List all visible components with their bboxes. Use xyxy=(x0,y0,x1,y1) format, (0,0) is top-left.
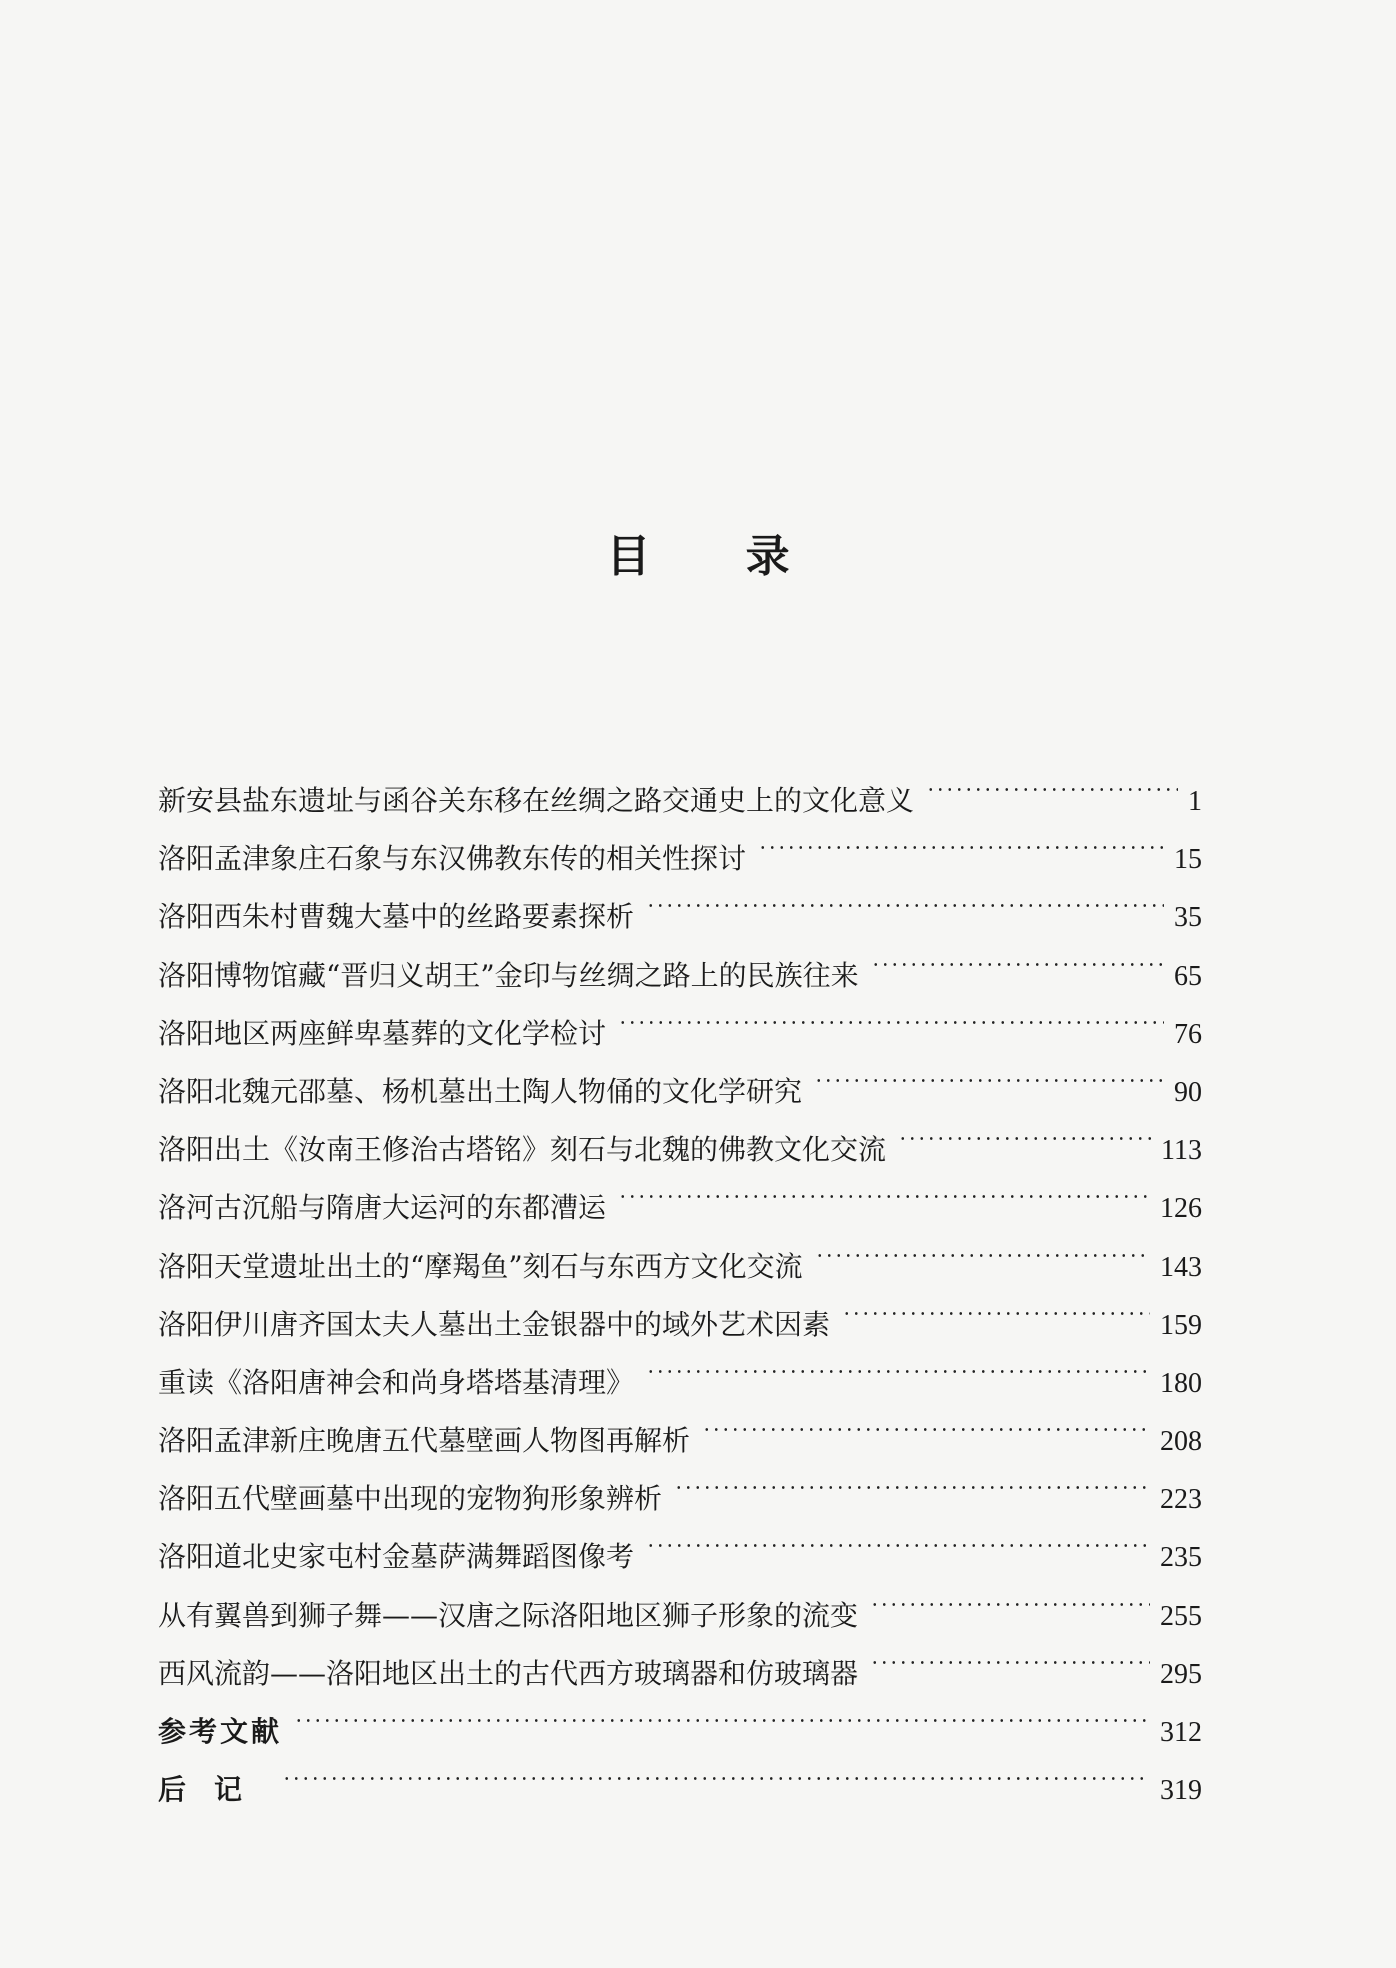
toc-entry-page: 1 xyxy=(1188,786,1202,817)
page-title: 目 录 xyxy=(606,531,830,582)
toc-entry-title: 洛阳西朱村曹魏大墓中的丝路要素探析 xyxy=(158,900,635,934)
toc-entry-postscript[interactable] xyxy=(158,1741,1202,1807)
dot-leader xyxy=(871,927,1164,985)
toc-entry-page: 90 xyxy=(1174,1076,1202,1108)
toc-entry-title: 洛阳北魏元邵墓、杨机墓出土陶人物俑的文化学研究 xyxy=(158,1074,803,1108)
dot-leader xyxy=(646,1334,1150,1392)
dot-leader xyxy=(926,752,1178,810)
dot-leader xyxy=(618,985,1164,1043)
toc-entry-title: 洛阳地区两座鲜卑墓葬的文化学检讨 xyxy=(158,1016,607,1050)
toc-entry-page: 143 xyxy=(1160,1251,1202,1283)
dot-leader xyxy=(294,1683,1150,1741)
toc-entry-title: 洛阳伊川唐齐国太夫人墓出土金银器中的域外艺术因素 xyxy=(158,1307,831,1341)
toc-entry-page: 223 xyxy=(1160,1484,1202,1516)
toc-entry-page: 312 xyxy=(1160,1717,1202,1748)
dot-leader xyxy=(870,1625,1150,1683)
table-of-contents xyxy=(158,752,1202,1807)
toc-entry-page: 65 xyxy=(1174,960,1202,992)
toc-entry-title: 新安县盐东遗址与函谷关东移在丝绸之路交通史上的文化意义 xyxy=(158,784,915,817)
toc-entry-title: 参考文献 xyxy=(158,1715,283,1748)
toc-entry-title: 洛阳博物馆藏“晋归义胡王”金印与丝绸之路上的民族往来 xyxy=(158,958,859,992)
dot-leader xyxy=(618,1159,1150,1217)
toc-entry-page: 76 xyxy=(1174,1018,1202,1050)
toc-entry-title: 洛阳出土《汝南王修治古塔铭》刻石与北魏的佛教文化交流 xyxy=(158,1133,887,1167)
toc-entry-title: 洛阳孟津象庄石象与东汉佛教东传的相关性探讨 xyxy=(158,842,747,876)
toc-entry-title: 西风流韵——洛阳地区出土的古代西方玻璃器和仿玻璃器 xyxy=(158,1656,859,1690)
toc-entry-references[interactable] xyxy=(158,1683,1202,1748)
dot-leader xyxy=(646,868,1164,926)
dot-leader xyxy=(898,1101,1151,1159)
toc-entry[interactable] xyxy=(158,752,1202,817)
dot-leader xyxy=(702,1392,1150,1450)
toc-entry-page: 295 xyxy=(1160,1658,1202,1690)
dot-leader xyxy=(758,810,1164,868)
toc-entry-title: 重读《洛阳唐神会和尚身塔塔基清理》 xyxy=(158,1365,635,1399)
toc-entry-page: 113 xyxy=(1161,1135,1202,1167)
dot-leader xyxy=(815,1218,1150,1276)
toc-entry-title: 洛阳五代壁画墓中出现的宠物狗形象辨析 xyxy=(158,1482,663,1516)
toc-entry-page: 235 xyxy=(1160,1542,1202,1574)
toc-entry-title: 从有翼兽到狮子舞——汉唐之际洛阳地区狮子形象的流变 xyxy=(158,1598,859,1632)
dot-leader xyxy=(870,1567,1150,1625)
toc-entry-page: 15 xyxy=(1174,844,1202,876)
toc-entry-title: 洛阳孟津新庄晚唐五代墓壁画人物图再解析 xyxy=(158,1424,691,1458)
dot-leader xyxy=(674,1450,1150,1508)
toc-entry-page: 159 xyxy=(1160,1309,1202,1341)
toc-entry-page: 126 xyxy=(1160,1193,1202,1225)
toc-entry-page: 319 xyxy=(1160,1775,1202,1807)
toc-entry-title: 洛河古沉船与隋唐大运河的东都漕运 xyxy=(158,1191,607,1225)
toc-entry-page: 180 xyxy=(1160,1367,1202,1399)
dot-leader xyxy=(814,1043,1164,1101)
toc-entry-title: 洛阳天堂遗址出土的“摩羯鱼”刻石与东西方文化交流 xyxy=(158,1249,803,1283)
toc-entry-title: 洛阳道北史家屯村金墓萨满舞蹈图像考 xyxy=(158,1540,635,1574)
dot-leader xyxy=(282,1741,1150,1799)
toc-entry-page: 255 xyxy=(1160,1600,1202,1632)
toc-entry-page: 208 xyxy=(1160,1426,1202,1458)
toc-entry-page: 35 xyxy=(1174,902,1202,934)
dot-leader xyxy=(842,1276,1150,1334)
toc-entry-title: 后记 xyxy=(158,1773,271,1807)
dot-leader xyxy=(646,1508,1150,1566)
